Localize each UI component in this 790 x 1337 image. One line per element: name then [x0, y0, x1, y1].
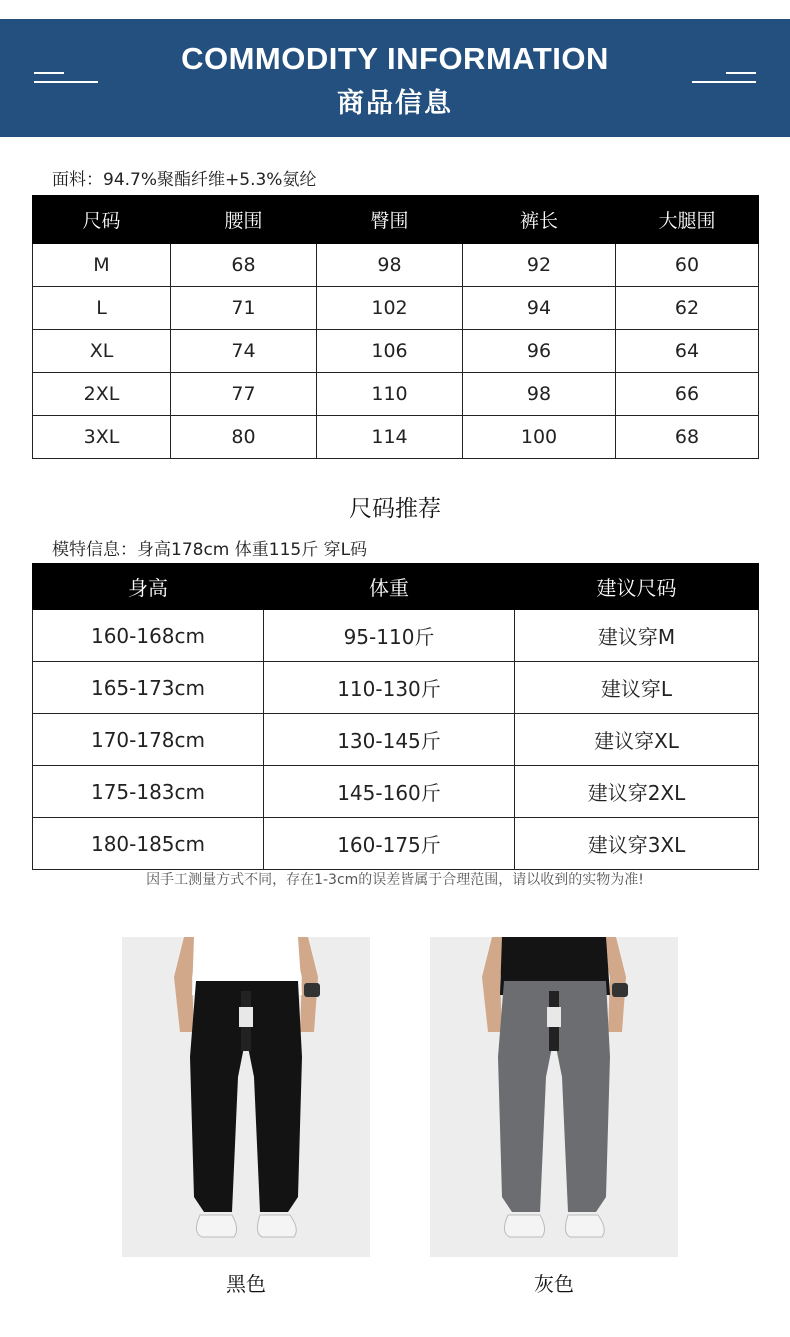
measurement-note: 因手工测量方式不同，存在1-3cm的误差皆属于合理范围，请以收到的实物为准!: [146, 872, 644, 888]
cell: 98: [463, 373, 616, 416]
cell: 71: [171, 287, 317, 330]
cell: 60: [616, 244, 759, 287]
cell: 170-178cm: [33, 714, 264, 766]
cell: 建议穿3XL: [515, 818, 759, 870]
cell: 165-173cm: [33, 662, 264, 714]
cell: 98: [317, 244, 463, 287]
table-header-row: [33, 564, 759, 610]
cell: 建议穿M: [515, 610, 759, 662]
cell: 160-168cm: [33, 610, 264, 662]
cell: 3XL: [33, 416, 171, 459]
cell: 110: [317, 373, 463, 416]
table-header-row: [33, 196, 759, 244]
header-banner: [0, 19, 790, 137]
header-suggested-size: 建议尺码: [515, 564, 759, 610]
cell: 建议穿L: [515, 662, 759, 714]
table-row: [33, 287, 759, 330]
banner-deco-line: [726, 72, 756, 74]
table-row: [33, 416, 759, 459]
color-label-black: 黑色: [226, 1272, 266, 1296]
color-label-gray: 灰色: [534, 1272, 574, 1296]
header-hip: 臀围: [317, 196, 463, 244]
cell: 96: [463, 330, 616, 373]
header-size: 尺码: [33, 196, 171, 244]
shoe: [565, 1215, 604, 1237]
cell: 94: [463, 287, 616, 330]
cell: L: [33, 287, 171, 330]
cell: 68: [171, 244, 317, 287]
cell: XL: [33, 330, 171, 373]
cell: 175-183cm: [33, 766, 264, 818]
cell: 62: [616, 287, 759, 330]
product-photo-black: [122, 937, 370, 1257]
size-chart-table: [32, 195, 759, 459]
banner-title-cn: 商品信息: [337, 88, 453, 119]
table-row: [33, 610, 759, 662]
cell: 102: [317, 287, 463, 330]
size-recommend-table: [32, 563, 759, 870]
cell: M: [33, 244, 171, 287]
product-photo-gray: [430, 937, 678, 1257]
table-row: [33, 244, 759, 287]
recommend-title: 尺码推荐: [349, 496, 441, 522]
cell: 68: [616, 416, 759, 459]
watch-icon: [304, 983, 320, 997]
cell: 92: [463, 244, 616, 287]
cell: 80: [171, 416, 317, 459]
shoe: [196, 1215, 236, 1237]
cell: 建议穿2XL: [515, 766, 759, 818]
table-row: [33, 330, 759, 373]
cell: 160-175斤: [264, 818, 515, 870]
table-row: [33, 714, 759, 766]
table-row: [33, 373, 759, 416]
watch-icon: [612, 983, 628, 997]
cell: 100: [463, 416, 616, 459]
banner-title-en: COMMODITY INFORMATION: [181, 41, 609, 76]
model-info: 模特信息：身高178cm 体重115斤 穿L码: [52, 540, 368, 560]
table-row: [33, 662, 759, 714]
cell: 110-130斤: [264, 662, 515, 714]
shoe: [257, 1215, 296, 1237]
header-weight: 体重: [264, 564, 515, 610]
header-thigh: 大腿围: [616, 196, 759, 244]
table-row: [33, 766, 759, 818]
cell: 114: [317, 416, 463, 459]
header-length: 裤长: [463, 196, 616, 244]
cell: 145-160斤: [264, 766, 515, 818]
header-height: 身高: [33, 564, 264, 610]
shoe: [504, 1215, 544, 1237]
strap-tag: [547, 1007, 561, 1027]
cell: 77: [171, 373, 317, 416]
cell: 130-145斤: [264, 714, 515, 766]
cell: 74: [171, 330, 317, 373]
table-row: [33, 818, 759, 870]
cell: 2XL: [33, 373, 171, 416]
banner-deco-line: [692, 81, 756, 83]
cell: 66: [616, 373, 759, 416]
cell: 180-185cm: [33, 818, 264, 870]
cell: 64: [616, 330, 759, 373]
fabric-info: 面料：94.7%聚酯纤维+5.3%氨纶: [52, 170, 317, 190]
cell: 建议穿XL: [515, 714, 759, 766]
cell: 106: [317, 330, 463, 373]
cell: 95-110斤: [264, 610, 515, 662]
strap-tag: [239, 1007, 253, 1027]
header-waist: 腰围: [171, 196, 317, 244]
